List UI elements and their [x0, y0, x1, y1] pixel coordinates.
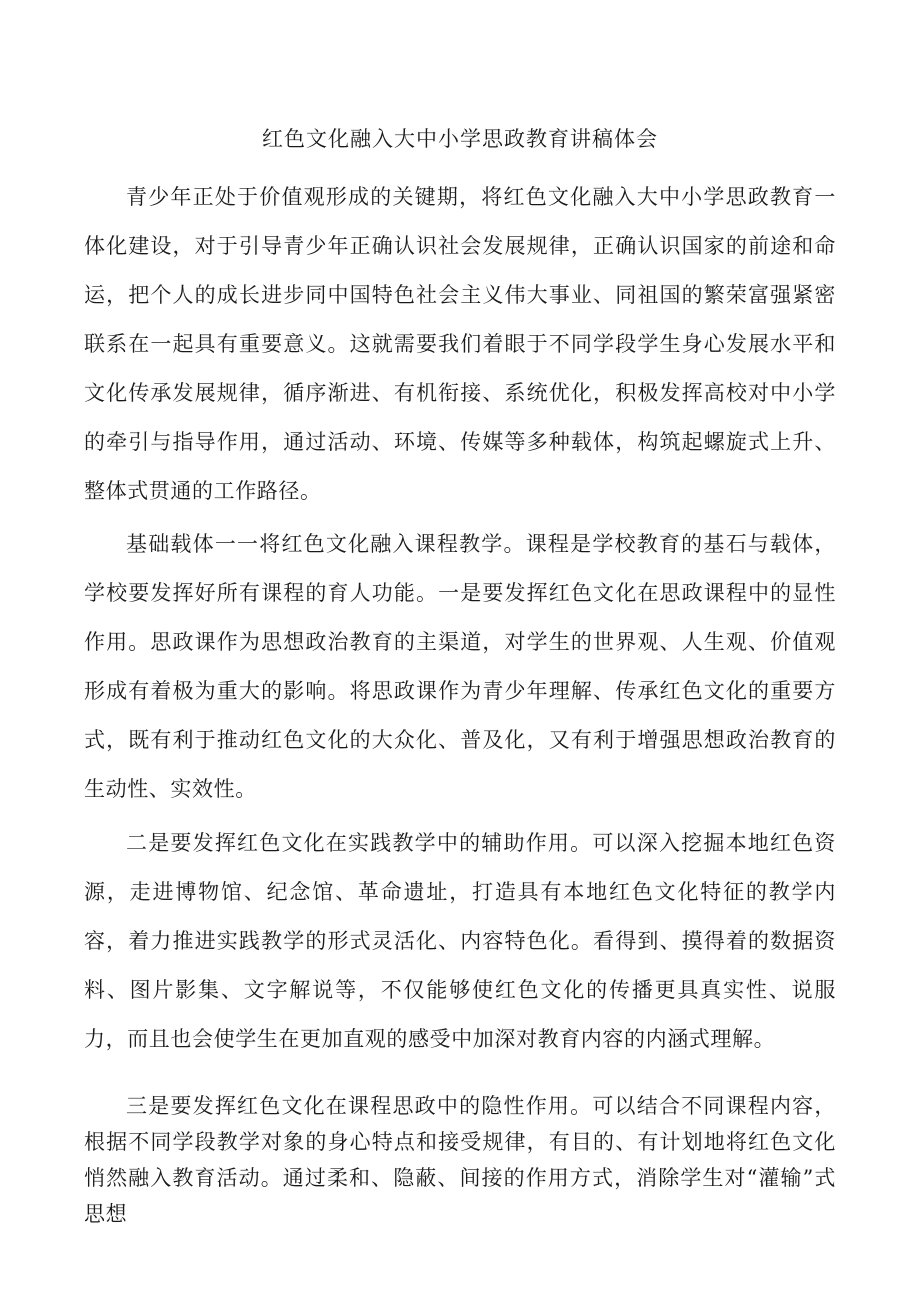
paragraph-intro: 青少年正处于价值观形成的关键期，将红色文化融入大中小学思政教育一体化建设，对于引导青少年正确认识社会发展规律，正确认识国家的前途和命运，把个人的成长进步同中国特色社会主义伟大事业、同祖国的繁荣富强紧密联系在一起具有重要意义。这就需要我们着眼于不同学段学生身心发展水平和文化传承发展规律，循序渐进、有机衔接、系统优化，积极发挥高校对中小学的牵引与指导作用，通过活动、环境、传媒等多种载体，构筑起螺旋式上升、整体式贯通的工作路径。	[84, 185, 836, 503]
paragraph-practice-teaching: 二是要发挥红色文化在实践教学中的辅助作用。可以深入挖掘本地红色资源，走进博物馆、纪念馆、革命遗址，打造具有本地红色文化特征的教学内容，着力推进实践教学的形式灵活化、内容特色化。看得到、摸得着的数据资料、图片影集、文字解说等，不仅能够使红色文化的传播更具真实性、说服力，而且也会使学生在更加直观的感受中加深对教育内容的内涵式理解。	[84, 831, 836, 1051]
paragraph-course-teaching: 基础载体一一将红色文化融入课程教学。课程是学校教育的基石与载体，学校要发挥好所有课程的育人功能。一是要发挥红色文化在思政课程中的显性作用。思政课作为思想政治教育的主渠道，对学生的世界观、人生观、价值观形成有着极为重大的影响。将思政课作为青少年理解、传承红色文化的重要方式，既有利于推动红色文化的大众化、普及化，又有利于增强思想政治教育的生动性、实效性。	[84, 532, 836, 801]
paragraph-curriculum-ideology: 三是要发挥红色文化在课程思政中的隐性作用。可以结合不同课程内容，根据不同学段教学对象的身心特点和接受规律，有目的、有计划地将红色文化悄然融入教育活动。通过柔和、隐蔽、间接的作用方式，消除学生对“灌输”式思想	[84, 1094, 836, 1226]
document-title: 红色文化融入大中小学思政教育讲稿体会	[262, 127, 658, 151]
